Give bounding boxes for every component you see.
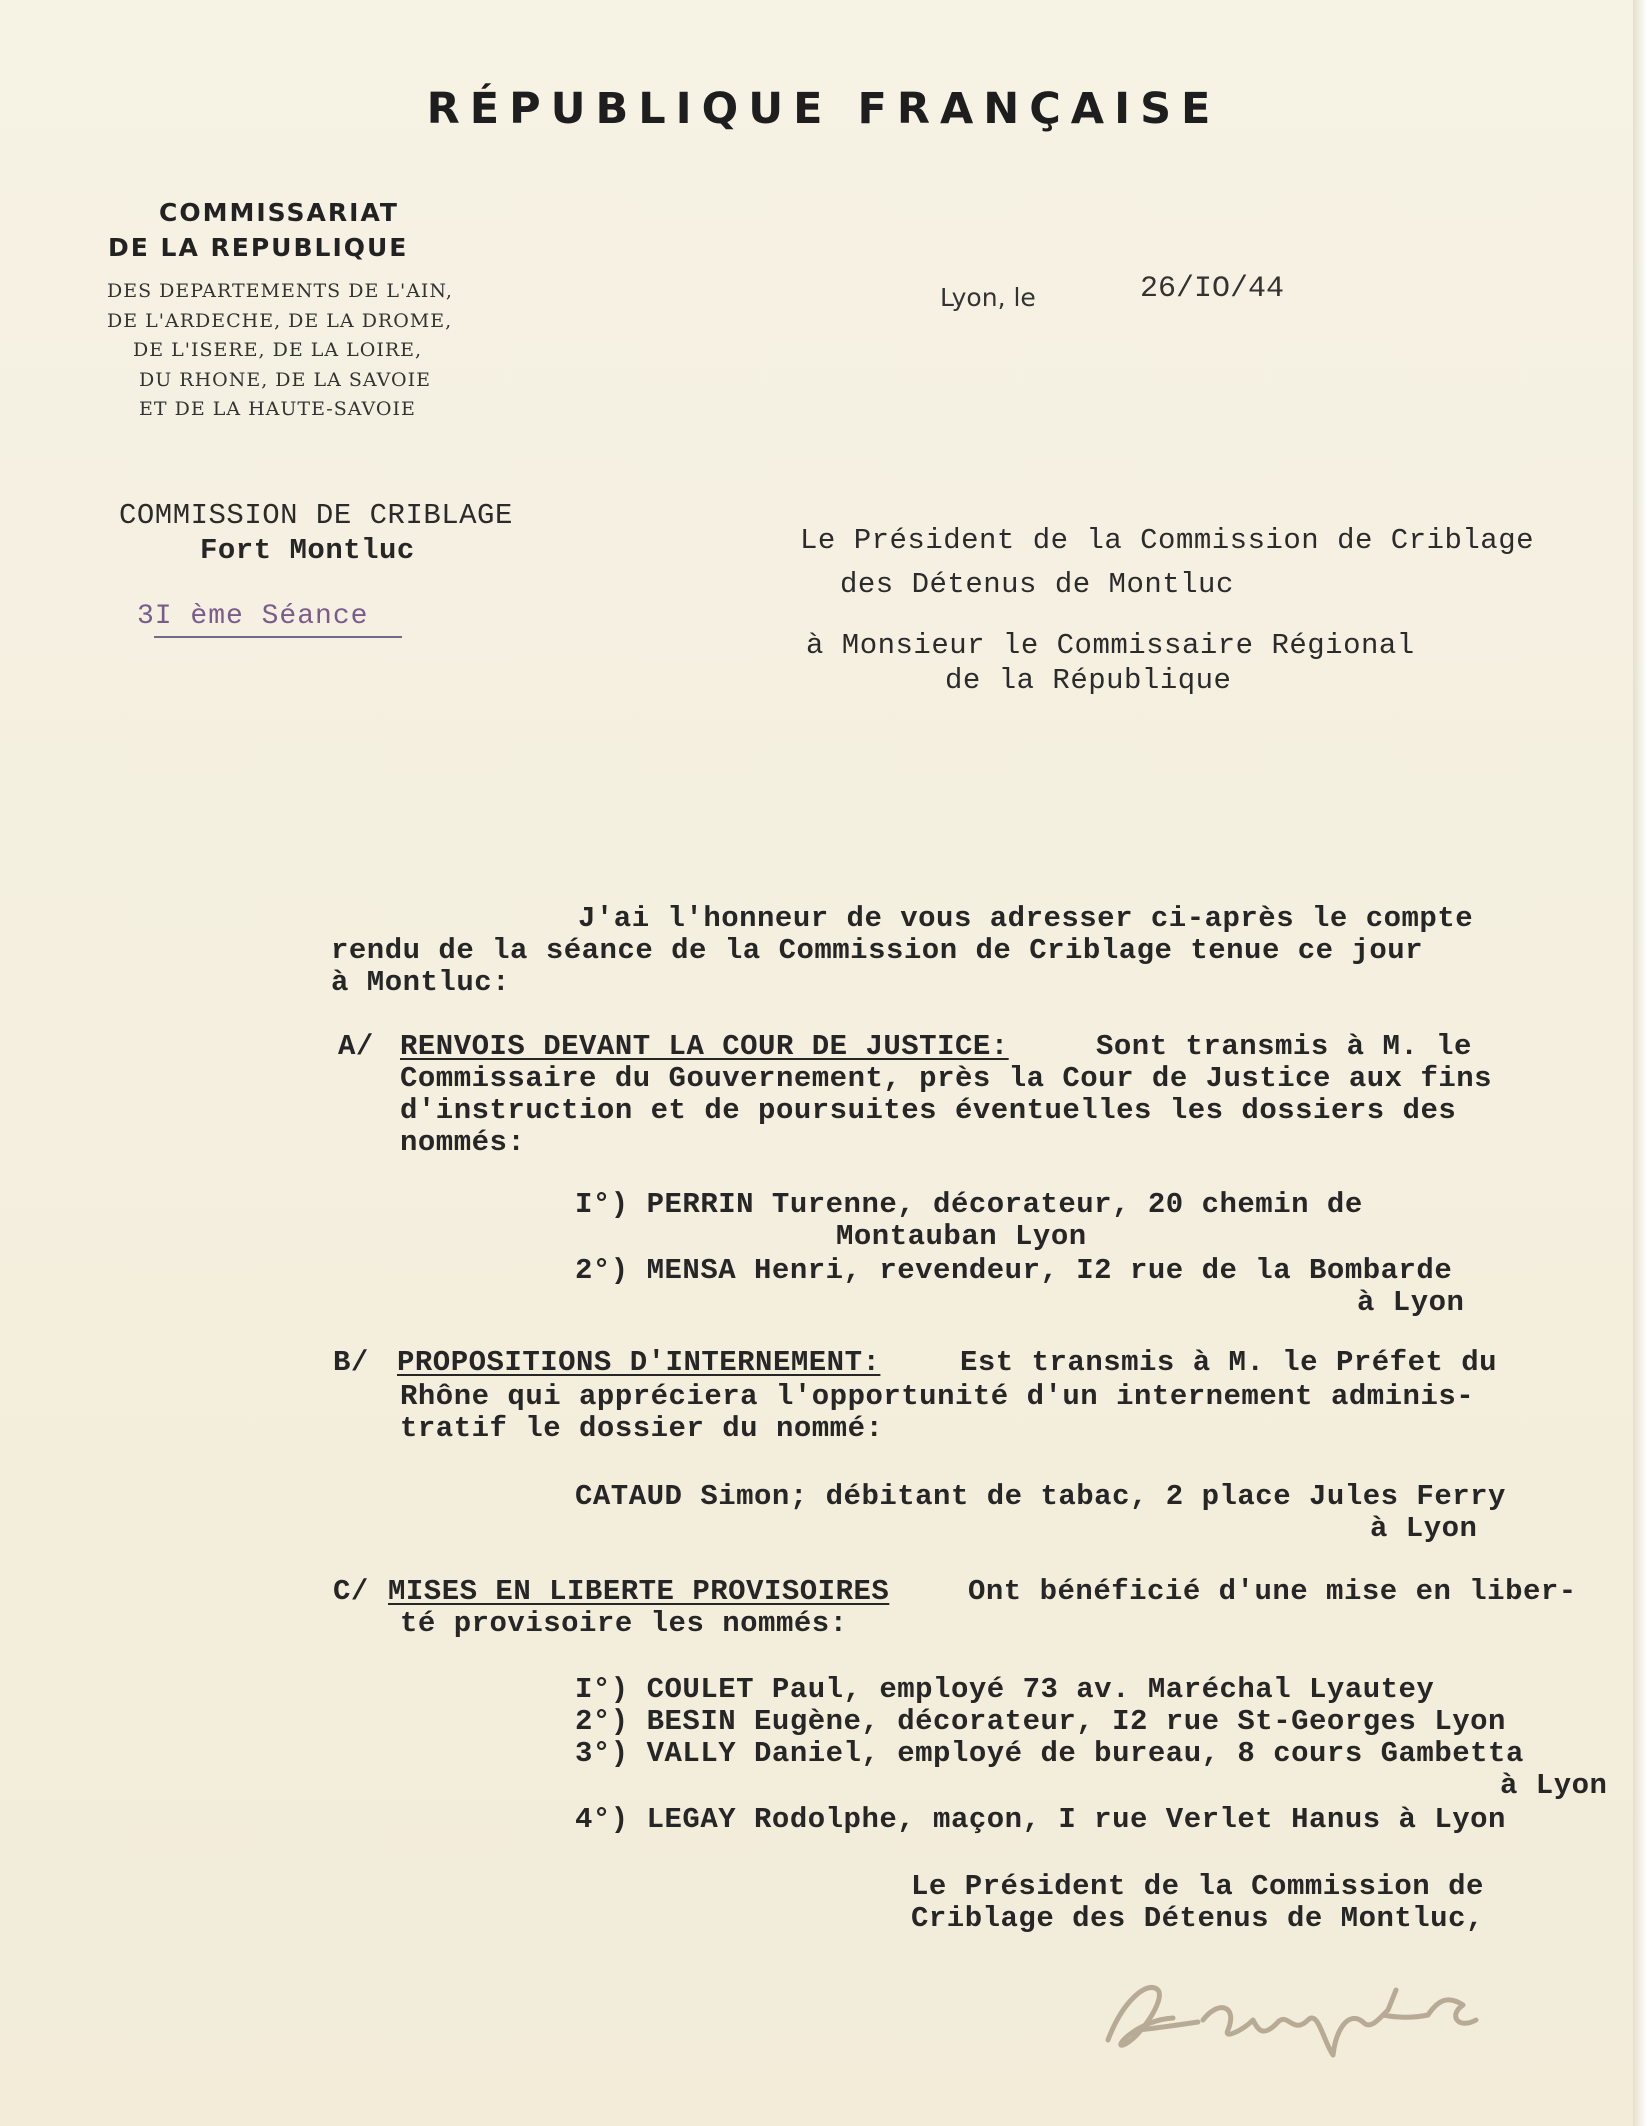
section-c-item: 3°) VALLY Daniel, employé de bureau, 8 cours Gambetta	[575, 1737, 1524, 1770]
section-a-line: Commissaire du Gouvernement, près la Cour de Justice aux fins	[400, 1062, 1493, 1095]
intro-line: à Montluc:	[331, 966, 511, 999]
section-a-heading: RENVOIS DEVANT LA COUR DE JUSTICE:	[400, 1030, 1009, 1063]
org-line-1: COMMISSARIAT	[159, 198, 399, 227]
section-c-item: 4°) LEGAY Rodolphe, maçon, I rue Verlet Hanus à Lyon	[575, 1803, 1506, 1836]
section-b-item-cont: à Lyon	[1370, 1512, 1478, 1545]
org-line-2: DE LA REPUBLIQUE	[108, 233, 409, 262]
department-line: ET DE LA HAUTE-SAVOIE	[139, 398, 416, 420]
section-a-label: A/	[338, 1030, 374, 1063]
from-line-2: des Détenus de Montluc	[840, 568, 1234, 601]
closing-line-2: Criblage des Détenus de Montluc,	[911, 1902, 1484, 1935]
date-prefix: Lyon, le	[940, 283, 1036, 312]
page-edge	[1633, 0, 1647, 2126]
intro-line: rendu de la séance de la Commission de Criblage tenue ce jour	[331, 934, 1424, 967]
intro-line: J'ai l'honneur de vous adresser ci-après le compte	[578, 902, 1474, 935]
section-b-label: B/	[333, 1346, 369, 1379]
section-c-item: I°) COULET Paul, employé 73 av. Maréchal Lyautey	[575, 1673, 1435, 1706]
section-a-line: nommés:	[400, 1126, 526, 1159]
section-b-heading: PROPOSITIONS D'INTERNEMENT:	[397, 1346, 881, 1379]
department-line: DES DEPARTEMENTS DE L'AIN,	[107, 280, 453, 302]
section-a-item-cont: Montauban Lyon	[836, 1220, 1087, 1253]
section-a-line: d'instruction et de poursuites éventuelles les dossiers des	[400, 1094, 1457, 1127]
closing-line-1: Le Président de la Commission de	[911, 1870, 1484, 1903]
department-line: DE L'ARDECHE, DE LA DROME,	[107, 310, 453, 332]
department-line: DE L'ISERE, DE LA LOIRE,	[133, 339, 423, 361]
sender-line-1: COMMISSION DE CRIBLAGE	[119, 499, 513, 532]
seance-number: 3I ème Séance	[137, 601, 369, 632]
from-line-1: Le Président de la Commission de Criblage	[800, 524, 1535, 557]
section-a-item: I°) PERRIN Turenne, décorateur, 20 chemin de	[575, 1188, 1363, 1221]
signature	[1078, 1960, 1498, 2070]
section-c-heading: MISES EN LIBERTE PROVISOIRES	[388, 1575, 890, 1608]
section-c-item: 2°) BESIN Eugène, décorateur, I2 rue St-Georges Lyon	[575, 1705, 1506, 1738]
section-c-line: té provisoire les nommés:	[400, 1607, 848, 1640]
department-line: DU RHONE, DE LA SAVOIE	[139, 369, 431, 391]
section-b-line: Rhône qui appréciera l'opportunité d'un internement adminis-	[400, 1380, 1475, 1413]
sender-line-2: Fort Montluc	[200, 534, 415, 567]
section-c-item-cont: à Lyon	[1500, 1769, 1608, 1802]
section-c-text: Ont bénéficié d'une mise en liber-	[968, 1575, 1577, 1608]
section-b-line: tratif le dossier du nommé:	[400, 1412, 884, 1445]
section-a-text: Sont transmis à M. le	[1096, 1030, 1472, 1063]
letterhead-title: RÉPUBLIQUE FRANÇAISE	[426, 84, 1221, 134]
seance-underline	[154, 636, 402, 638]
to-line-1: à Monsieur le Commissaire Régional	[806, 629, 1415, 662]
section-c-label: C/	[333, 1575, 369, 1608]
to-line-2: de la République	[945, 664, 1232, 697]
section-b-item: CATAUD Simon; débitant de tabac, 2 place Jules Ferry	[575, 1480, 1506, 1513]
section-b-text: Est transmis à M. le Préfet du	[960, 1346, 1498, 1379]
section-a-item: 2°) MENSA Henri, revendeur, I2 rue de la Bombarde	[575, 1254, 1453, 1287]
date-value: 26/IO/44	[1140, 272, 1285, 306]
section-a-item-cont: à Lyon	[1357, 1286, 1465, 1319]
